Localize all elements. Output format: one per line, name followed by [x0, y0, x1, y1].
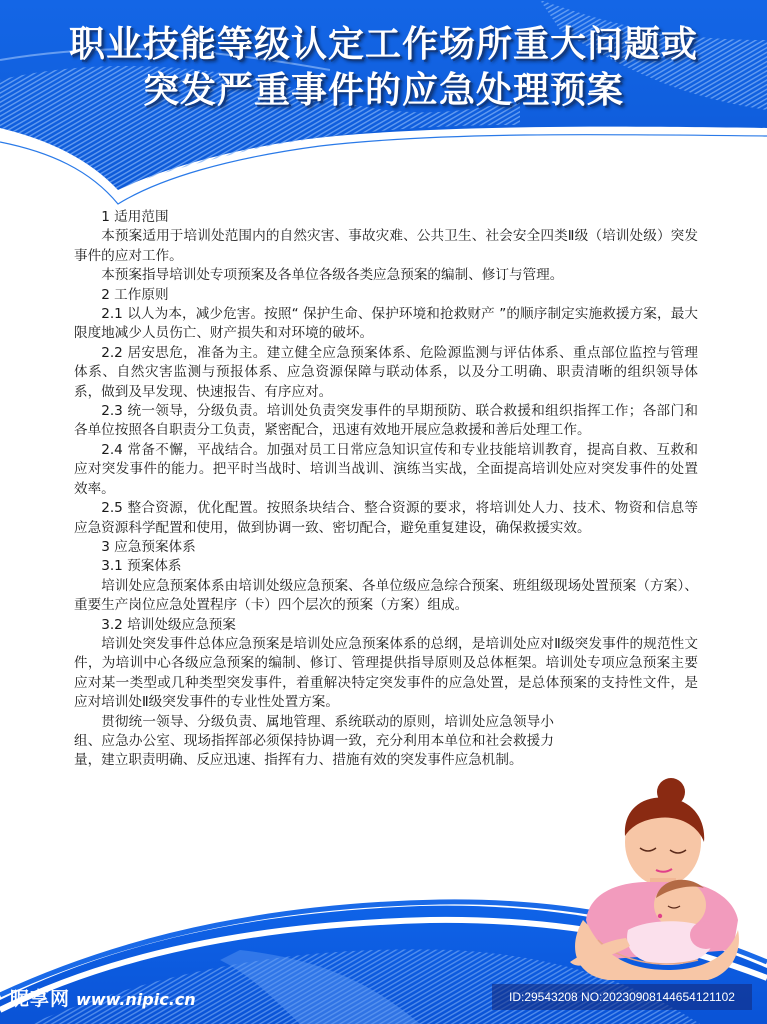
- paragraph: 2.1 以人为本，减少危害。按照“ 保护生命、保护环境和抢救财产 ”的顺序制定实施救援方案，最大限度地减少人员伤亡、财产损失和对环境的破坏。: [74, 306, 698, 342]
- watermark-url: www.nipic.cn: [76, 990, 196, 1009]
- section-heading: 1 适用范围: [101, 209, 169, 225]
- paragraph: 贯彻统一领导、分级负责、属地管理、系统联动的原则，培训处应急领导小组、应急办公室、现场指挥部必须保持协调一致，充分利用本单位和社会救援力量，建立职责明确、反应迅速、指挥有力、措施有效的突发事件应急机制。: [74, 713, 554, 769]
- watermark-site: [10, 984, 196, 1011]
- title-line-2: 突发严重事件的应急处理预案: [142, 70, 624, 111]
- page-title: [0, 22, 767, 114]
- paragraph: 2.5 整合资源，优化配置。按照条块结合、整合资源的要求，将培训处人力、技术、物资和信息等应急资源科学配置和使用，做到协调一致、密切配合，避免重复建设，确保救援实效。: [74, 500, 698, 536]
- paragraph: 本预案指导培训处专项预案及各单位各级各类应急预案的编制、修订与管理。: [101, 267, 564, 284]
- document-body: [74, 208, 698, 771]
- paragraph: 2.2 居安思危，准备为主。建立健全应急预案体系、危险源监测与评估体系、重点部位监控与管理体系、自然灾害监测与预报体系、应急资源保障与联动体系，以及分工明确、职责清晰的组织领导体系，做到及早发现、快速报告、有序应对。: [74, 344, 698, 400]
- paragraph: 培训处应急预案体系由培训处级应急预案、各单位级应急综合预案、班组级现场处置预案（方案）、重要生产岗位应急处置程序（卡）四个层次的预案（方案）组成。: [74, 577, 698, 614]
- paragraph: 2.3 统一领导，分级负责。培训处负责突发事件的早期预防、联合救援和组织指挥工作；各部门和各单位按照各自职责分工负责，紧密配合，迅速有效地开展应急救援和善后处理工作。: [74, 403, 698, 439]
- mother-holding-baby-illustration: [528, 770, 767, 990]
- section-heading: 3 应急预案体系: [101, 538, 196, 555]
- paragraph: 本预案适用于培训处范围内的自然灾害、事故灾难、公共卫生、社会安全四类Ⅱ级（培训处级）突发事件的应对工作。: [74, 228, 698, 264]
- watermark-logo: 昵享网: [10, 988, 71, 1010]
- title-line-1: 职业技能等级认定工作场所重大问题或: [68, 24, 698, 65]
- paragraph: 培训处突发事件总体应急预案是培训处应急预案体系的总纲，是培训处应对Ⅱ级突发事件的规范性文件，为培训中心各级应急预案的编制、修订、管理提供指导原则及总体框架。培训处专项应急预案主要应对某一类型或几种类型突发事件，着重解决特定突发事件的应急处置，是总体预案的支持性文件，是应对培训处Ⅱ级突发事件的专业性处置方案。: [74, 635, 698, 711]
- subsection-heading: 3.1 预案体系: [101, 558, 182, 575]
- paragraph: 2.4 常备不懈，平战结合。加强对员工日常应急知识宣传和专业技能培训教育，提高自救、互救和应对突发事件的能力。把平时当战时、培训当战训、演练当实战，全面提高培训处应对突发事件的处置效率。: [74, 441, 698, 497]
- subsection-heading: 3.2 培训处级应急预案: [101, 616, 236, 633]
- section-heading: 2 工作原则: [101, 286, 169, 303]
- watermark-id: ID:29543208 NO:20230908144654121102: [492, 984, 752, 1010]
